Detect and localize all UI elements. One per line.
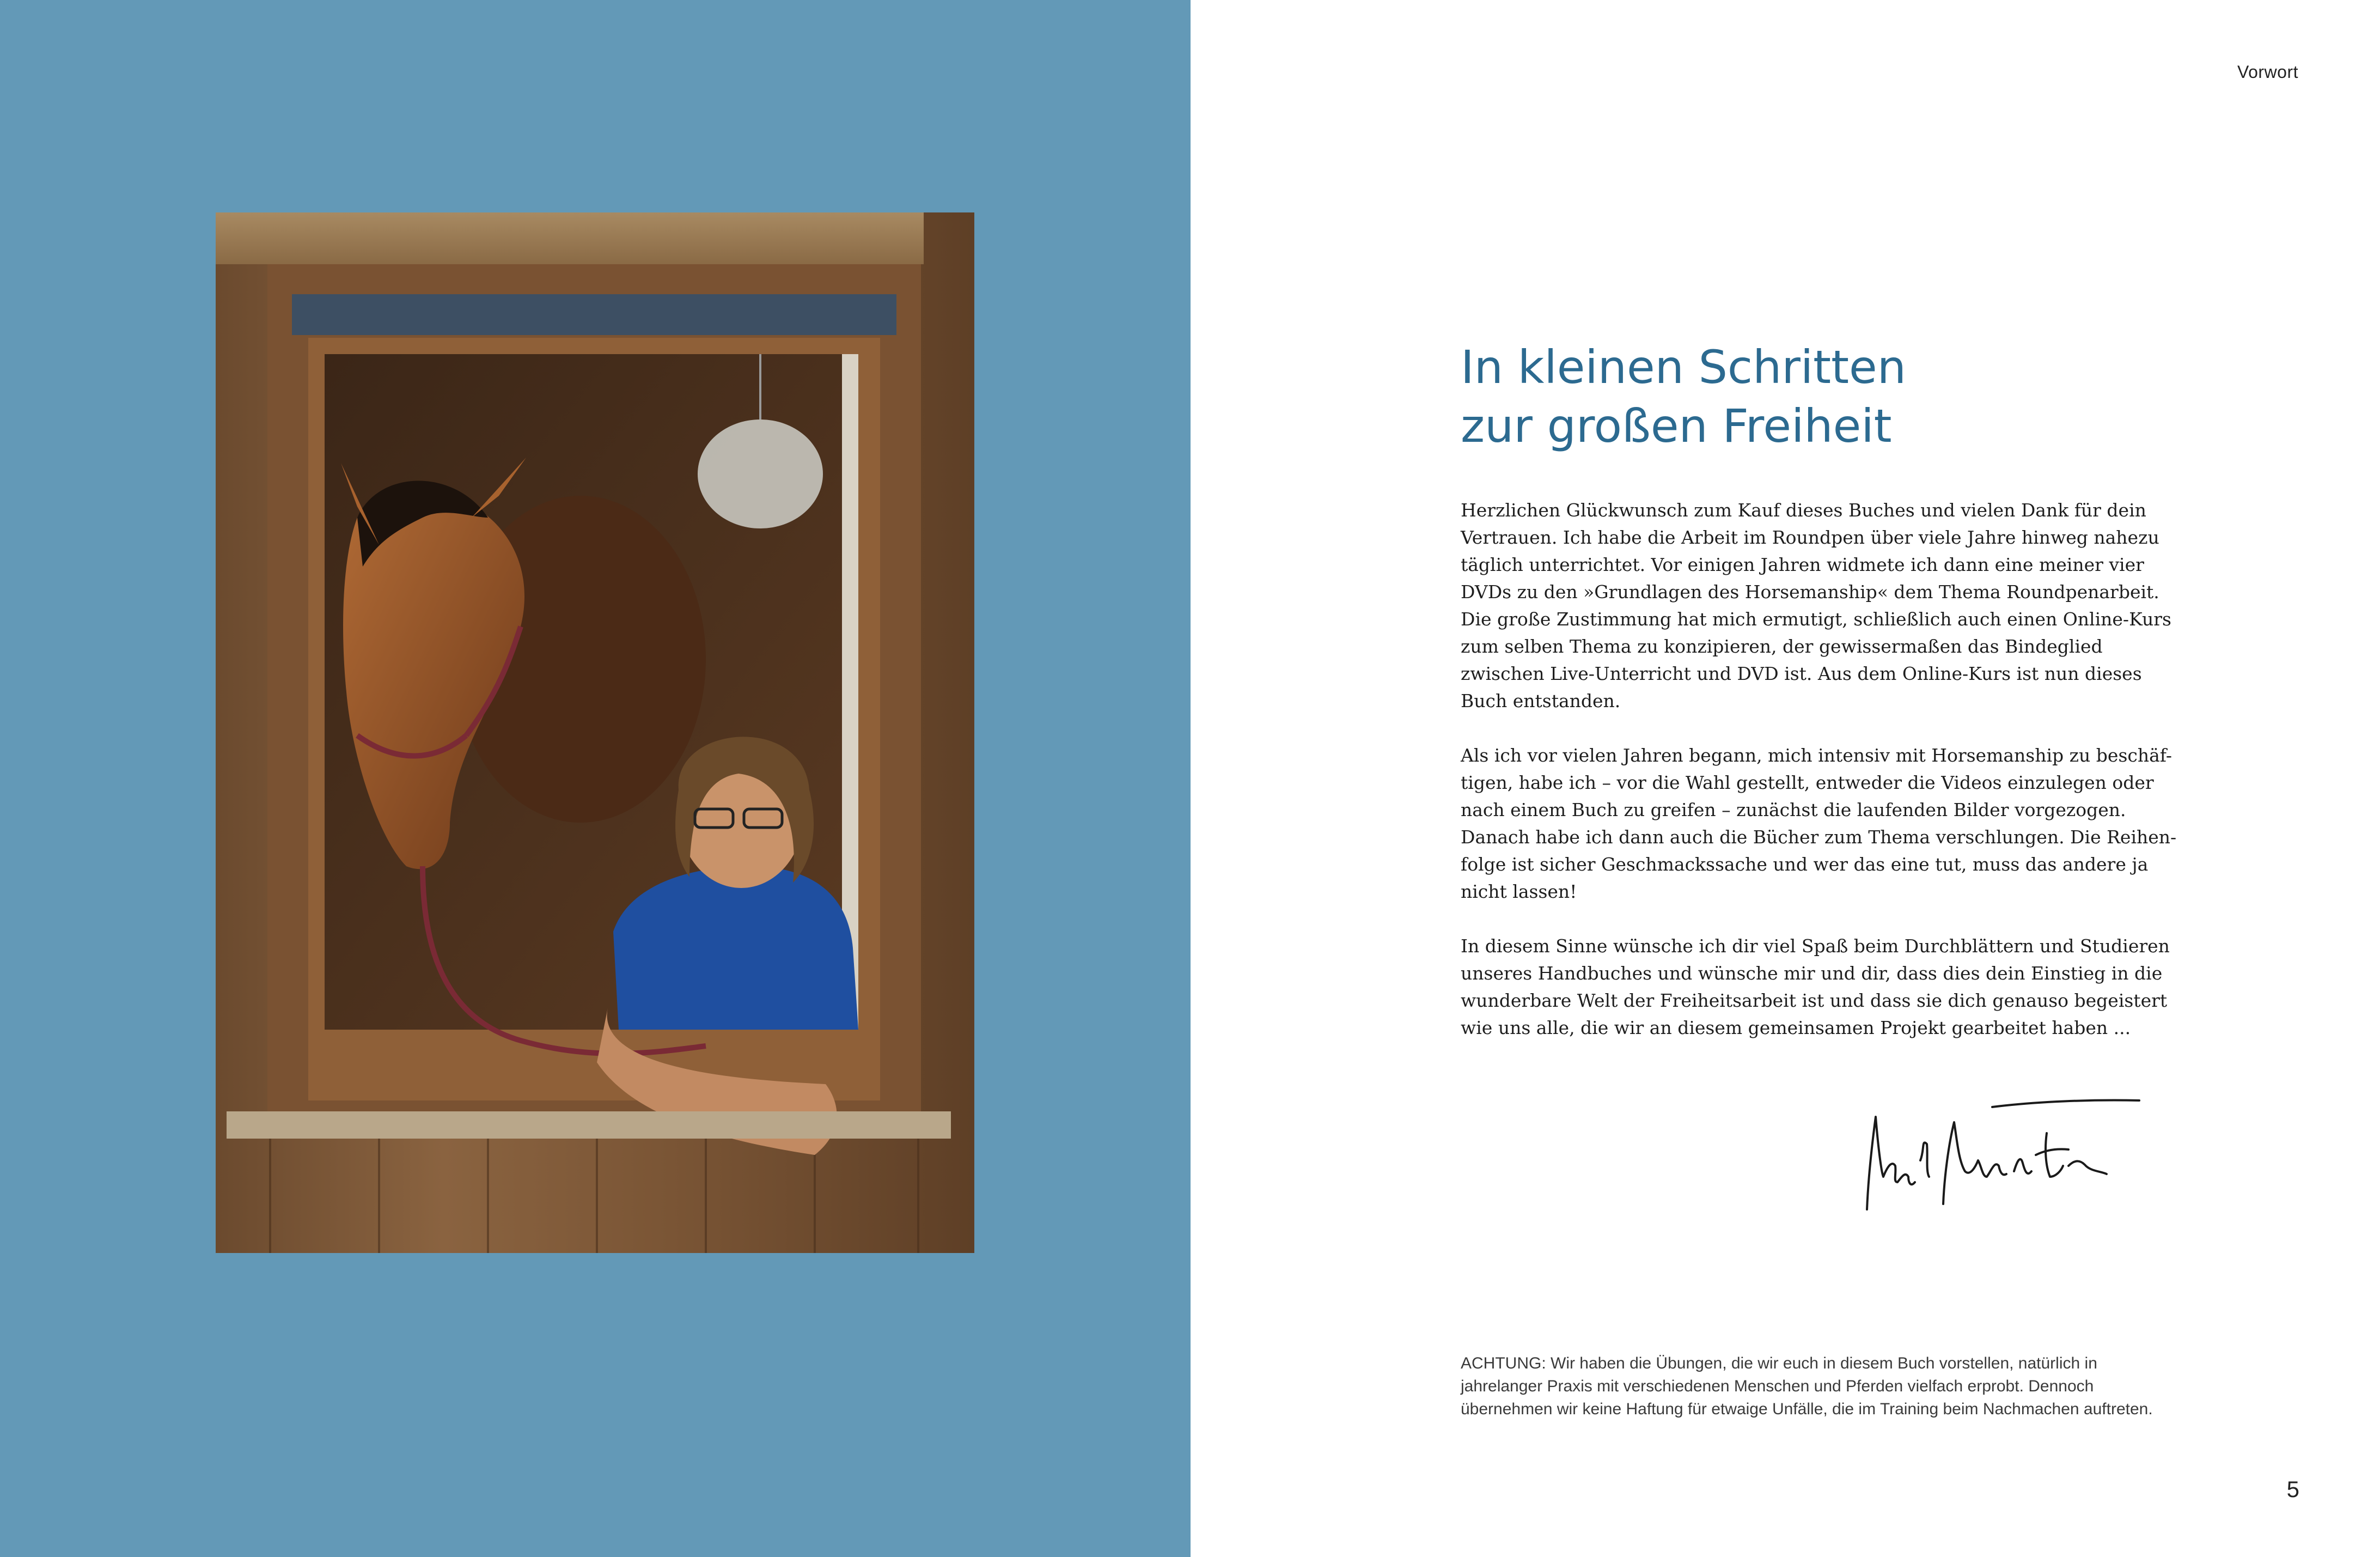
notice-line: ACHTUNG: Wir haben die Übungen, die wir euch in diesem Buch vorstellen, natürlich in bbox=[1461, 1354, 2097, 1372]
text-line: In diesem Sinne wünsche ich dir viel Spaß beim Durchblättern und Studieren bbox=[1461, 935, 2170, 957]
text-line: zwischen Live-Unterricht und DVD ist. Aus dem Online-Kurs ist nun dieses bbox=[1461, 663, 2142, 684]
signature-icon bbox=[1862, 1095, 2145, 1220]
text-line: Vertrauen. Ich habe die Arbeit im Roundpen über viele Jahre hinweg nahezu bbox=[1461, 527, 2159, 548]
notice-line: übernehmen wir keine Haftung für etwaige Unfälle, die im Training beim Nachmachen auftreten. bbox=[1461, 1400, 2153, 1418]
text-line: Als ich vor vielen Jahren begann, mich intensiv mit Horsemanship zu beschäf- bbox=[1461, 745, 2172, 766]
paragraph bbox=[1461, 933, 2190, 1042]
notice-line: jahrelanger Praxis mit verschiedenen Menschen und Pferden vielfach erprobt. Dennoch bbox=[1461, 1377, 2094, 1395]
text-line: wunderbare Welt der Freiheitsarbeit ist und dass sie dich genauso begeistert bbox=[1461, 990, 2168, 1011]
text-line: Danach habe ich dann auch die Bücher zum Thema verschlungen. Die Reihen- bbox=[1461, 826, 2177, 848]
page-title bbox=[1461, 338, 2169, 455]
text-line: tigen, habe ich – vor die Wahl gestellt, entweder die Videos einzulegen oder bbox=[1461, 772, 2154, 793]
paragraph bbox=[1461, 742, 2190, 905]
title-line: zur großen Freiheit bbox=[1461, 399, 1892, 453]
page-number: 5 bbox=[2286, 1476, 2299, 1502]
text-line: wie uns alle, die wir an diesem gemeinsamen Projekt gearbeitet haben ... bbox=[1461, 1017, 2131, 1038]
right-page bbox=[1191, 0, 2380, 1557]
text-line: Herzlichen Glückwunsch zum Kauf dieses Buches und vielen Dank für dein bbox=[1461, 500, 2146, 521]
text-line: nach einem Buch zu greifen – zunächst die laufenden Bilder vorgezogen. bbox=[1461, 799, 2126, 820]
text-line: DVDs zu den »Grundlagen des Horsemanship« dem Thema Roundpenarbeit. bbox=[1461, 581, 2159, 603]
title-line: In kleinen Schritten bbox=[1461, 340, 1906, 394]
text-line: unseres Handbuches und wünsche mir und dir, dass dies dein Einstieg in die bbox=[1461, 963, 2163, 984]
notice-text bbox=[1461, 1352, 2310, 1421]
text-line: zum selben Thema zu konzipieren, der gewissermaßen das Bindeglied bbox=[1461, 636, 2103, 657]
signature-drawing bbox=[1862, 1095, 2145, 1220]
photo-illustration bbox=[216, 212, 974, 1253]
body-text bbox=[1461, 497, 2190, 1069]
paragraph bbox=[1461, 497, 2190, 715]
section-label: Vorwort bbox=[2237, 62, 2298, 82]
text-line: Buch entstanden. bbox=[1461, 690, 1621, 711]
text-line: Die große Zustimmung hat mich ermutigt, schließlich auch einen Online-Kurs bbox=[1461, 609, 2171, 630]
text-line: folge ist sicher Geschmackssache und wer das eine tut, muss das andere ja bbox=[1461, 854, 2149, 875]
text-line: nicht lassen! bbox=[1461, 881, 1577, 902]
text-line: täglich unterrichtet. Vor einigen Jahren widmete ich dann eine meiner vier bbox=[1461, 554, 2144, 575]
photo-man-with-horse bbox=[216, 212, 974, 1253]
